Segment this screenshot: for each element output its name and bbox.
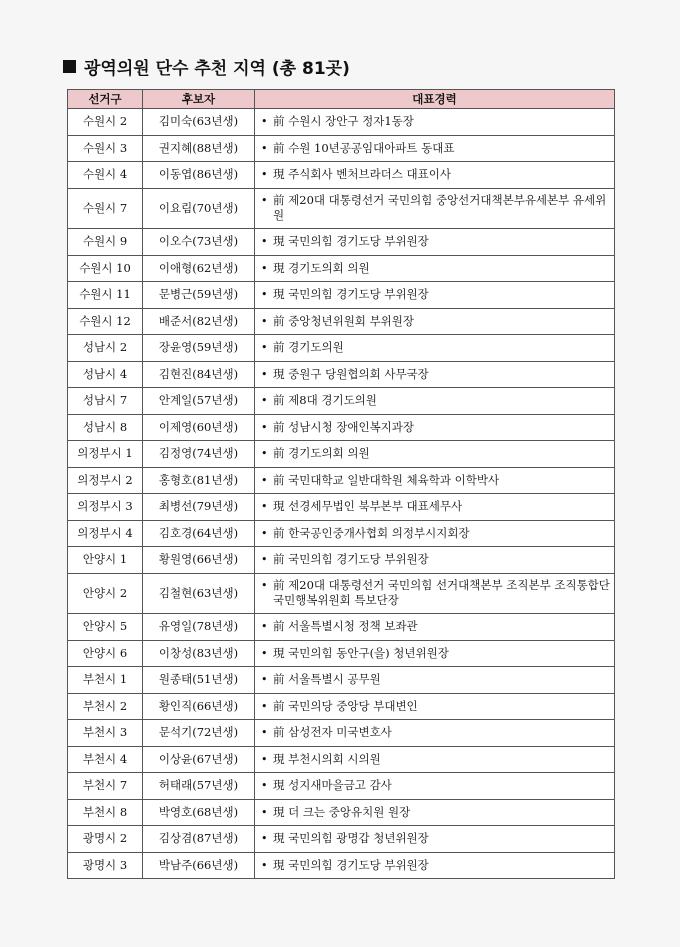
- district-cell: 안양시 2: [68, 573, 143, 614]
- bullet-icon: •: [261, 447, 268, 461]
- career-text: 前 제8대 경기도의원: [273, 393, 377, 408]
- career-text: 現 경기도의회 의원: [273, 260, 370, 275]
- candidate-cell: 권지혜(88년생): [143, 135, 255, 162]
- career-cell: [255, 441, 615, 468]
- candidate-cell: 박영호(68년생): [143, 799, 255, 826]
- district-cell: 부천시 8: [68, 799, 143, 826]
- table-row: [68, 799, 615, 826]
- career-cell: [255, 414, 615, 441]
- table-row: [68, 162, 615, 189]
- career-cell: [255, 720, 615, 747]
- district-cell: 의정부시 4: [68, 520, 143, 547]
- district-cell: 부천시 2: [68, 693, 143, 720]
- career-text: 前 서울특별시 공무원: [273, 672, 381, 687]
- career-text: 前 중앙청년위원회 부위원장: [273, 313, 415, 328]
- career-text: 前 국민의당 중앙당 부대변인: [273, 698, 418, 713]
- bullet-icon: •: [261, 235, 268, 249]
- career-cell: [255, 162, 615, 189]
- career-text: 現 국민의힘 광명갑 청년위원장: [273, 831, 429, 846]
- table-body: [68, 109, 615, 879]
- candidate-cell: 김미숙(63년생): [143, 109, 255, 136]
- bullet-icon: •: [261, 420, 268, 434]
- bullet-icon: •: [261, 168, 268, 182]
- district-cell: 안양시 5: [68, 614, 143, 641]
- career-cell: [255, 852, 615, 879]
- career-text: 現 국민의힘 동안구(을) 청년위원장: [273, 645, 449, 660]
- career-text: 前 국민대학교 일반대학원 체육학과 이학박사: [273, 472, 500, 487]
- header-career: 대표경력: [255, 90, 615, 109]
- table-row: [68, 826, 615, 853]
- career-cell: [255, 494, 615, 521]
- bullet-icon: •: [261, 673, 268, 687]
- career-text: 現 국민의힘 경기도당 부위원장: [273, 287, 429, 302]
- candidate-cell: 김현진(84년생): [143, 361, 255, 388]
- candidate-cell: 김정영(74년생): [143, 441, 255, 468]
- candidate-cell: 이오수(73년생): [143, 229, 255, 256]
- district-cell: 성남시 7: [68, 388, 143, 415]
- bullet-icon: •: [261, 832, 268, 846]
- table-row: [68, 494, 615, 521]
- candidate-cell: 이애형(62년생): [143, 255, 255, 282]
- table-row: [68, 282, 615, 309]
- black-square-icon: [63, 60, 76, 73]
- district-cell: 의정부시 2: [68, 467, 143, 494]
- table-row: [68, 335, 615, 362]
- candidate-cell: 김철현(63년생): [143, 573, 255, 614]
- table-row: [68, 852, 615, 879]
- candidate-cell: 허태래(57년생): [143, 773, 255, 800]
- candidate-cell: 이제영(60년생): [143, 414, 255, 441]
- district-cell: 의정부시 3: [68, 494, 143, 521]
- career-cell: [255, 188, 615, 229]
- district-cell: 안양시 1: [68, 547, 143, 574]
- candidate-cell: 문석기(72년생): [143, 720, 255, 747]
- career-text: 現 국민의힘 경기도당 부위원장: [273, 234, 429, 249]
- career-text: 前 삼성전자 미국변호사: [273, 725, 392, 740]
- career-text: 現 선경세무법인 북부본부 대표세무사: [273, 499, 463, 514]
- career-text: 現 더 크는 중앙유치원 원장: [273, 804, 411, 819]
- career-text: 前 국민의힘 경기도당 부위원장: [273, 552, 429, 567]
- district-cell: 부천시 3: [68, 720, 143, 747]
- career-text: 前 서울특별시청 정책 보좌관: [273, 619, 418, 634]
- bullet-icon: •: [261, 805, 268, 819]
- district-cell: 부천시 1: [68, 667, 143, 694]
- district-cell: 수원시 9: [68, 229, 143, 256]
- section-heading: [63, 54, 350, 79]
- career-text: 現 중원구 당원협의회 사무국장: [273, 366, 429, 381]
- table-row: [68, 667, 615, 694]
- table-header-row: [68, 90, 615, 109]
- candidate-cell: 문병근(59년생): [143, 282, 255, 309]
- district-cell: 수원시 7: [68, 188, 143, 229]
- table-row: [68, 693, 615, 720]
- bullet-icon: •: [261, 141, 268, 155]
- career-cell: [255, 388, 615, 415]
- bullet-icon: •: [261, 858, 268, 872]
- career-text: 前 성남시청 장애인복지과장: [273, 419, 415, 434]
- candidate-cell: 홍형호(81년생): [143, 467, 255, 494]
- district-cell: 성남시 2: [68, 335, 143, 362]
- district-cell: 의정부시 1: [68, 441, 143, 468]
- bullet-icon: •: [261, 261, 268, 275]
- candidate-table: [67, 89, 615, 879]
- district-cell: 광명시 3: [68, 852, 143, 879]
- bullet-icon: •: [261, 314, 268, 328]
- career-text: 前 수원 10년공공임대아파트 동대표: [273, 140, 455, 155]
- bullet-icon: •: [261, 752, 268, 766]
- table-row: [68, 188, 615, 229]
- career-cell: [255, 667, 615, 694]
- candidate-cell: 배준서(82년생): [143, 308, 255, 335]
- bullet-icon: •: [261, 726, 268, 740]
- district-cell: 수원시 4: [68, 162, 143, 189]
- candidate-cell: 이동엽(86년생): [143, 162, 255, 189]
- district-cell: 성남시 8: [68, 414, 143, 441]
- table-row: [68, 308, 615, 335]
- bullet-icon: •: [261, 194, 268, 208]
- career-cell: [255, 573, 615, 614]
- candidate-cell: 황원영(66년생): [143, 547, 255, 574]
- career-cell: [255, 255, 615, 282]
- district-cell: 부천시 4: [68, 746, 143, 773]
- candidate-cell: 장윤영(59년생): [143, 335, 255, 362]
- bullet-icon: •: [261, 341, 268, 355]
- career-cell: [255, 547, 615, 574]
- career-cell: [255, 520, 615, 547]
- table-row: [68, 414, 615, 441]
- bullet-icon: •: [261, 553, 268, 567]
- career-text: 前 제20대 대통령선거 국민의힘 중앙선거대책본부유세본부 유세위원: [273, 193, 607, 223]
- career-cell: [255, 467, 615, 494]
- candidate-cell: 김호경(64년생): [143, 520, 255, 547]
- header-district: 선거구: [68, 90, 143, 109]
- career-cell: [255, 135, 615, 162]
- table-row: [68, 640, 615, 667]
- bullet-icon: •: [261, 699, 268, 713]
- career-cell: [255, 361, 615, 388]
- career-cell: [255, 746, 615, 773]
- section-title: 광역의원 단수 추천 지역 (총 81곳): [84, 59, 350, 79]
- career-text: 前 경기도의원: [273, 340, 344, 355]
- career-cell: [255, 335, 615, 362]
- career-text: 現 국민의힘 경기도당 부위원장: [273, 857, 429, 872]
- district-cell: 부천시 7: [68, 773, 143, 800]
- career-text: 現 주식회사 벤처브라더스 대표이사: [273, 167, 451, 182]
- candidate-cell: 유영일(78년생): [143, 614, 255, 641]
- bullet-icon: •: [261, 620, 268, 634]
- table-row: [68, 547, 615, 574]
- table-row: [68, 229, 615, 256]
- career-cell: [255, 773, 615, 800]
- table-row: [68, 109, 615, 136]
- candidate-cell: 황인직(66년생): [143, 693, 255, 720]
- table-row: [68, 255, 615, 282]
- table-row: [68, 361, 615, 388]
- table-row: [68, 746, 615, 773]
- candidate-cell: 최병선(79년생): [143, 494, 255, 521]
- table-row: [68, 135, 615, 162]
- candidate-cell: 박남주(66년생): [143, 852, 255, 879]
- candidate-cell: 안계일(57년생): [143, 388, 255, 415]
- career-text: 前 수원시 장안구 정자1동장: [273, 114, 414, 129]
- bullet-icon: •: [261, 646, 268, 660]
- bullet-icon: •: [261, 500, 268, 514]
- table-row: [68, 773, 615, 800]
- district-cell: 수원시 2: [68, 109, 143, 136]
- district-cell: 성남시 4: [68, 361, 143, 388]
- career-cell: [255, 614, 615, 641]
- table-row: [68, 520, 615, 547]
- career-text: 現 성지새마을금고 감사: [273, 778, 392, 793]
- bullet-icon: •: [261, 288, 268, 302]
- candidate-cell: 이창성(83년생): [143, 640, 255, 667]
- bullet-icon: •: [261, 779, 268, 793]
- district-cell: 수원시 3: [68, 135, 143, 162]
- career-cell: [255, 229, 615, 256]
- district-cell: 광명시 2: [68, 826, 143, 853]
- candidate-cell: 이상윤(67년생): [143, 746, 255, 773]
- career-cell: [255, 282, 615, 309]
- bullet-icon: •: [261, 473, 268, 487]
- career-text: 前 경기도의회 의원: [273, 446, 370, 461]
- career-cell: [255, 826, 615, 853]
- table-row: [68, 467, 615, 494]
- table-row: [68, 614, 615, 641]
- bullet-icon: •: [261, 579, 268, 593]
- bullet-icon: •: [261, 115, 268, 129]
- career-text: 前 제20대 대통령선거 국민의힘 선거대책본부 조직본부 조직통합단 국민행복위원회 특보단장: [273, 578, 610, 608]
- district-cell: 수원시 10: [68, 255, 143, 282]
- career-cell: [255, 308, 615, 335]
- career-cell: [255, 640, 615, 667]
- candidate-cell: 김상겸(87년생): [143, 826, 255, 853]
- bullet-icon: •: [261, 367, 268, 381]
- table-row: [68, 441, 615, 468]
- candidate-cell: 이요림(70년생): [143, 188, 255, 229]
- district-cell: 안양시 6: [68, 640, 143, 667]
- career-text: 前 한국공인중개사협회 의정부시지회장: [273, 525, 470, 540]
- career-cell: [255, 109, 615, 136]
- table-row: [68, 573, 615, 614]
- bullet-icon: •: [261, 526, 268, 540]
- table-row: [68, 720, 615, 747]
- district-cell: 수원시 11: [68, 282, 143, 309]
- career-cell: [255, 693, 615, 720]
- career-text: 現 부천시의회 시의원: [273, 751, 381, 766]
- district-cell: 수원시 12: [68, 308, 143, 335]
- table-row: [68, 388, 615, 415]
- bullet-icon: •: [261, 394, 268, 408]
- candidate-cell: 원종태(51년생): [143, 667, 255, 694]
- header-candidate: 후보자: [143, 90, 255, 109]
- career-cell: [255, 799, 615, 826]
